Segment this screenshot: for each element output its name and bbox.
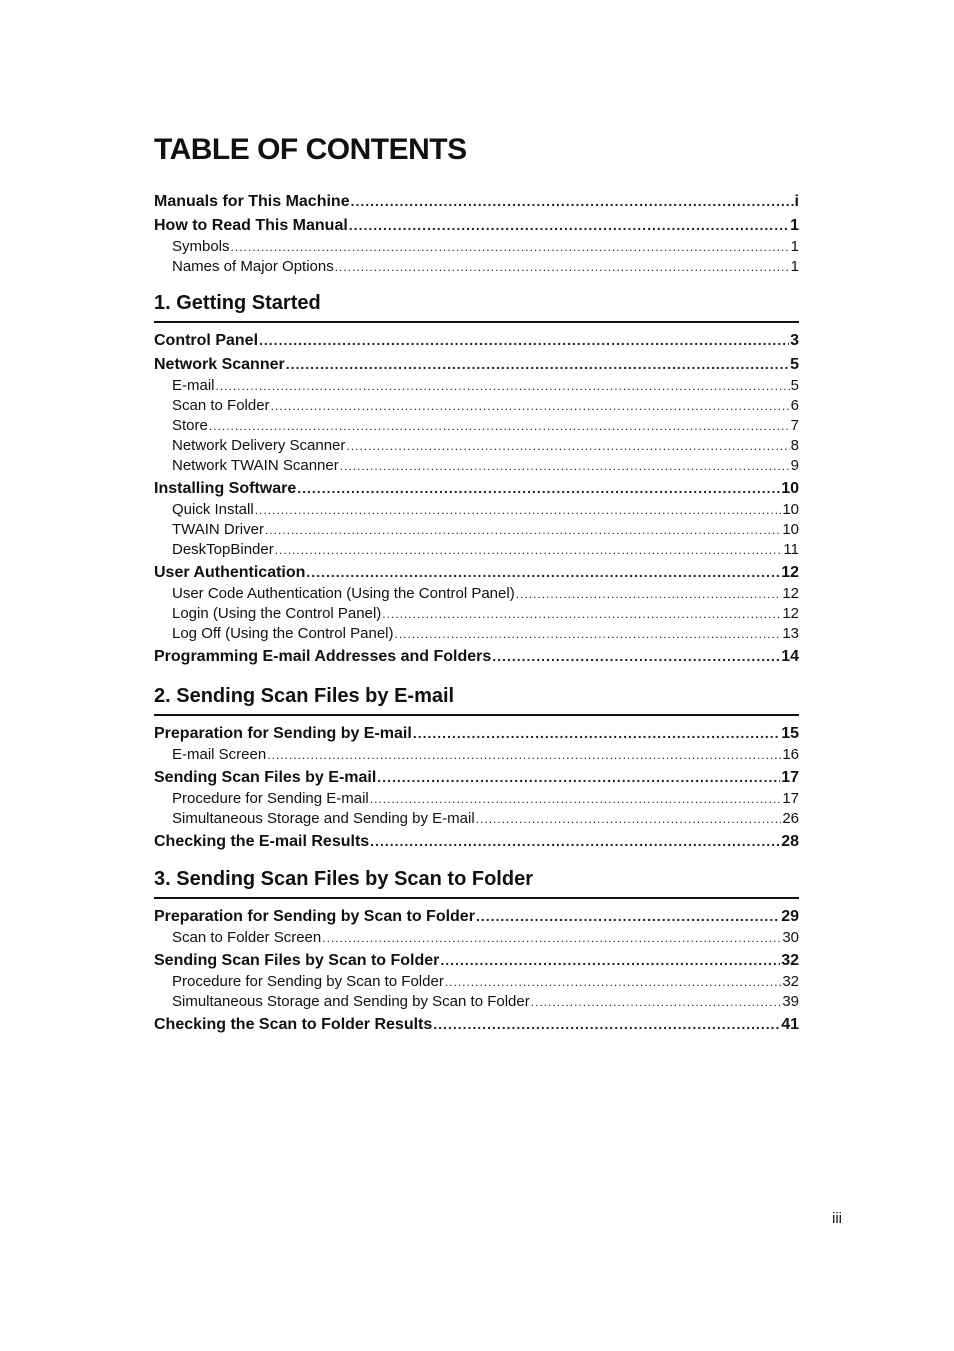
dot-leader bbox=[413, 721, 780, 745]
toc-subsection-entry[interactable] bbox=[154, 992, 799, 1012]
toc-entry-page: 17 bbox=[781, 769, 799, 786]
chapter-title: 2. Sending Scan Files by E-mail bbox=[154, 685, 455, 707]
toc-entry-title: Symbols bbox=[172, 238, 230, 255]
toc-entry-page: 10 bbox=[782, 521, 799, 538]
toc-section-entry[interactable] bbox=[154, 904, 799, 928]
dot-leader bbox=[433, 1012, 780, 1036]
dot-leader bbox=[306, 560, 780, 584]
dot-leader bbox=[275, 540, 783, 560]
toc-entry-page: 3 bbox=[790, 332, 799, 349]
dot-leader bbox=[209, 416, 790, 436]
toc-subsection-entry[interactable] bbox=[154, 237, 799, 257]
chapter-entries bbox=[154, 328, 799, 668]
toc-entry-page: i bbox=[794, 193, 799, 210]
chapter-entries bbox=[154, 721, 799, 853]
toc-entry-title: Preparation for Sending by Scan to Folder bbox=[154, 908, 475, 925]
toc-entry-page: 5 bbox=[790, 377, 799, 394]
toc-subsection-entry[interactable] bbox=[154, 257, 799, 277]
toc-entry-page: 12 bbox=[782, 605, 799, 622]
toc-entry-title: TWAIN Driver bbox=[172, 521, 264, 538]
toc-subsection-entry[interactable] bbox=[154, 745, 799, 765]
toc-entry-title: Procedure for Sending by Scan to Folder bbox=[172, 973, 444, 990]
toc-entry-title: Sending Scan Files by E-mail bbox=[154, 769, 377, 786]
toc-section-entry[interactable] bbox=[154, 948, 799, 972]
toc-entry-title: Preparation for Sending by E-mail bbox=[154, 725, 412, 742]
dot-leader bbox=[370, 789, 782, 809]
dot-leader bbox=[377, 765, 780, 789]
dot-leader bbox=[297, 476, 780, 500]
toc-subsection-entry[interactable] bbox=[154, 624, 799, 644]
toc-section-entry[interactable] bbox=[154, 1012, 799, 1036]
toc-entry-title: Log Off (Using the Control Panel) bbox=[172, 625, 394, 642]
toc-entry-title: Network TWAIN Scanner bbox=[172, 457, 339, 474]
page-number: iii bbox=[832, 1210, 842, 1227]
toc-entry-page: 30 bbox=[782, 929, 799, 946]
toc-section-entry[interactable] bbox=[154, 328, 799, 352]
toc-subsection-entry[interactable] bbox=[154, 396, 799, 416]
dot-leader bbox=[492, 644, 780, 668]
toc-entry-page: 11 bbox=[783, 541, 799, 558]
dot-leader bbox=[259, 328, 789, 352]
dot-leader bbox=[531, 992, 782, 1012]
dot-leader bbox=[340, 456, 790, 476]
toc-entry-title: E-mail bbox=[172, 377, 215, 394]
toc-section-entry[interactable] bbox=[154, 189, 799, 213]
toc-entry-page: 5 bbox=[790, 356, 799, 373]
chapter-divider bbox=[154, 321, 799, 323]
dot-leader bbox=[216, 376, 790, 396]
toc-entry-title: Network Scanner bbox=[154, 356, 285, 373]
toc-entry-page: 41 bbox=[781, 1016, 799, 1033]
toc-entry-page: 32 bbox=[782, 973, 799, 990]
toc-entry-title: Manuals for This Machine bbox=[154, 193, 350, 210]
chapter-3 bbox=[154, 866, 799, 1036]
chapter-2 bbox=[154, 683, 799, 853]
toc-entry-title: User Authentication bbox=[154, 564, 306, 581]
toc-entry-page: 32 bbox=[781, 952, 799, 969]
chapter-title: 3. Sending Scan Files by Scan to Folder bbox=[154, 868, 533, 890]
toc-entry-title: Simultaneous Storage and Sending by Scan to Folder bbox=[172, 993, 530, 1010]
toc-section-entry[interactable] bbox=[154, 644, 799, 668]
chapter-title: 1. Getting Started bbox=[154, 292, 321, 314]
toc-entry-page: 7 bbox=[790, 417, 799, 434]
dot-leader bbox=[351, 189, 794, 213]
toc-subsection-entry[interactable] bbox=[154, 520, 799, 540]
dot-leader bbox=[382, 604, 781, 624]
toc-subsection-entry[interactable] bbox=[154, 456, 799, 476]
toc-entry-title: Procedure for Sending E-mail bbox=[172, 790, 369, 807]
dot-leader bbox=[370, 829, 780, 853]
toc-entry-page: 12 bbox=[781, 564, 799, 581]
toc-entry-title: How to Read This Manual bbox=[154, 217, 348, 234]
toc-entry-title: Checking the E-mail Results bbox=[154, 833, 370, 850]
toc-entry-page: 10 bbox=[781, 480, 799, 497]
toc-entry-title: Login (Using the Control Panel) bbox=[172, 605, 382, 622]
toc-subsection-entry[interactable] bbox=[154, 584, 799, 604]
dot-leader bbox=[267, 745, 781, 765]
dot-leader bbox=[322, 928, 781, 948]
chapter-divider bbox=[154, 714, 799, 716]
toc-entry-title: Network Delivery Scanner bbox=[172, 437, 346, 454]
toc-intro-list bbox=[154, 189, 799, 277]
toc-section-entry[interactable] bbox=[154, 476, 799, 500]
toc-subsection-entry[interactable] bbox=[154, 604, 799, 624]
toc-entry-title: User Code Authentication (Using the Control Panel) bbox=[172, 585, 515, 602]
toc-entry-title: Names of Major Options bbox=[172, 258, 334, 275]
dot-leader bbox=[440, 948, 780, 972]
toc-entry-page: 1 bbox=[790, 217, 799, 234]
dot-leader bbox=[476, 904, 780, 928]
toc-entry-title: Installing Software bbox=[154, 480, 297, 497]
toc-subsection-entry[interactable] bbox=[154, 789, 799, 809]
toc-entry-title: Store bbox=[172, 417, 208, 434]
toc-entry-page: 26 bbox=[782, 810, 799, 827]
toc-entry-title: Control Panel bbox=[154, 332, 259, 349]
toc-entry-page: 6 bbox=[790, 397, 799, 414]
dot-leader bbox=[335, 257, 790, 277]
dot-leader bbox=[349, 213, 789, 237]
toc-entry-title: Checking the Scan to Folder Results bbox=[154, 1016, 433, 1033]
toc-subsection-entry[interactable] bbox=[154, 500, 799, 520]
toc-entry-title: Quick Install bbox=[172, 501, 254, 518]
toc-section-entry[interactable] bbox=[154, 560, 799, 584]
toc-section-entry[interactable] bbox=[154, 765, 799, 789]
toc-entry-title: DeskTopBinder bbox=[172, 541, 274, 558]
toc-entry-page: 15 bbox=[781, 725, 799, 742]
chapter-entries bbox=[154, 904, 799, 1036]
toc-section-entry[interactable] bbox=[154, 829, 799, 853]
page-title: TABLE OF CONTENTS bbox=[154, 133, 467, 166]
toc-entry-page: 12 bbox=[782, 585, 799, 602]
toc-entry-title: Sending Scan Files by Scan to Folder bbox=[154, 952, 440, 969]
toc-entry-page: 29 bbox=[781, 908, 799, 925]
toc-entry-page: 1 bbox=[790, 238, 799, 255]
dot-leader bbox=[231, 237, 790, 257]
toc-entry-page: 10 bbox=[782, 501, 799, 518]
dot-leader bbox=[265, 520, 781, 540]
toc-entry-page: 14 bbox=[781, 648, 799, 665]
toc-entry-page: 16 bbox=[782, 746, 799, 763]
toc-entry-page: 13 bbox=[782, 625, 799, 642]
dot-leader bbox=[346, 436, 789, 456]
dot-leader bbox=[476, 809, 782, 829]
dot-leader bbox=[395, 624, 782, 644]
toc-entry-page: 17 bbox=[782, 790, 799, 807]
dot-leader bbox=[271, 396, 790, 416]
dot-leader bbox=[516, 584, 782, 604]
toc-entry-page: 1 bbox=[790, 258, 799, 275]
toc-entry-title: Scan to Folder bbox=[172, 397, 270, 414]
dot-leader bbox=[255, 500, 782, 520]
dot-leader bbox=[445, 972, 781, 992]
toc-entry-title: Simultaneous Storage and Sending by E-mail bbox=[172, 810, 475, 827]
toc-entry-page: 9 bbox=[790, 457, 799, 474]
toc-subsection-entry[interactable] bbox=[154, 376, 799, 396]
toc-entry-page: 39 bbox=[782, 993, 799, 1010]
toc-entry-title: Programming E-mail Addresses and Folders bbox=[154, 648, 492, 665]
dot-leader bbox=[286, 352, 789, 376]
toc-entry-page: 8 bbox=[790, 437, 799, 454]
toc-subsection-entry[interactable] bbox=[154, 540, 799, 560]
toc-subsection-entry[interactable] bbox=[154, 928, 799, 948]
chapter-1 bbox=[154, 290, 799, 668]
toc-section-entry[interactable] bbox=[154, 213, 799, 237]
toc-section-entry[interactable] bbox=[154, 352, 799, 376]
toc-entry-title: Scan to Folder Screen bbox=[172, 929, 322, 946]
toc-section-entry[interactable] bbox=[154, 721, 799, 745]
toc-entry-page: 28 bbox=[781, 833, 799, 850]
toc-subsection-entry[interactable] bbox=[154, 436, 799, 456]
toc-entry-title: E-mail Screen bbox=[172, 746, 267, 763]
toc-subsection-entry[interactable] bbox=[154, 809, 799, 829]
toc-subsection-entry[interactable] bbox=[154, 972, 799, 992]
toc-subsection-entry[interactable] bbox=[154, 416, 799, 436]
chapter-divider bbox=[154, 897, 799, 899]
